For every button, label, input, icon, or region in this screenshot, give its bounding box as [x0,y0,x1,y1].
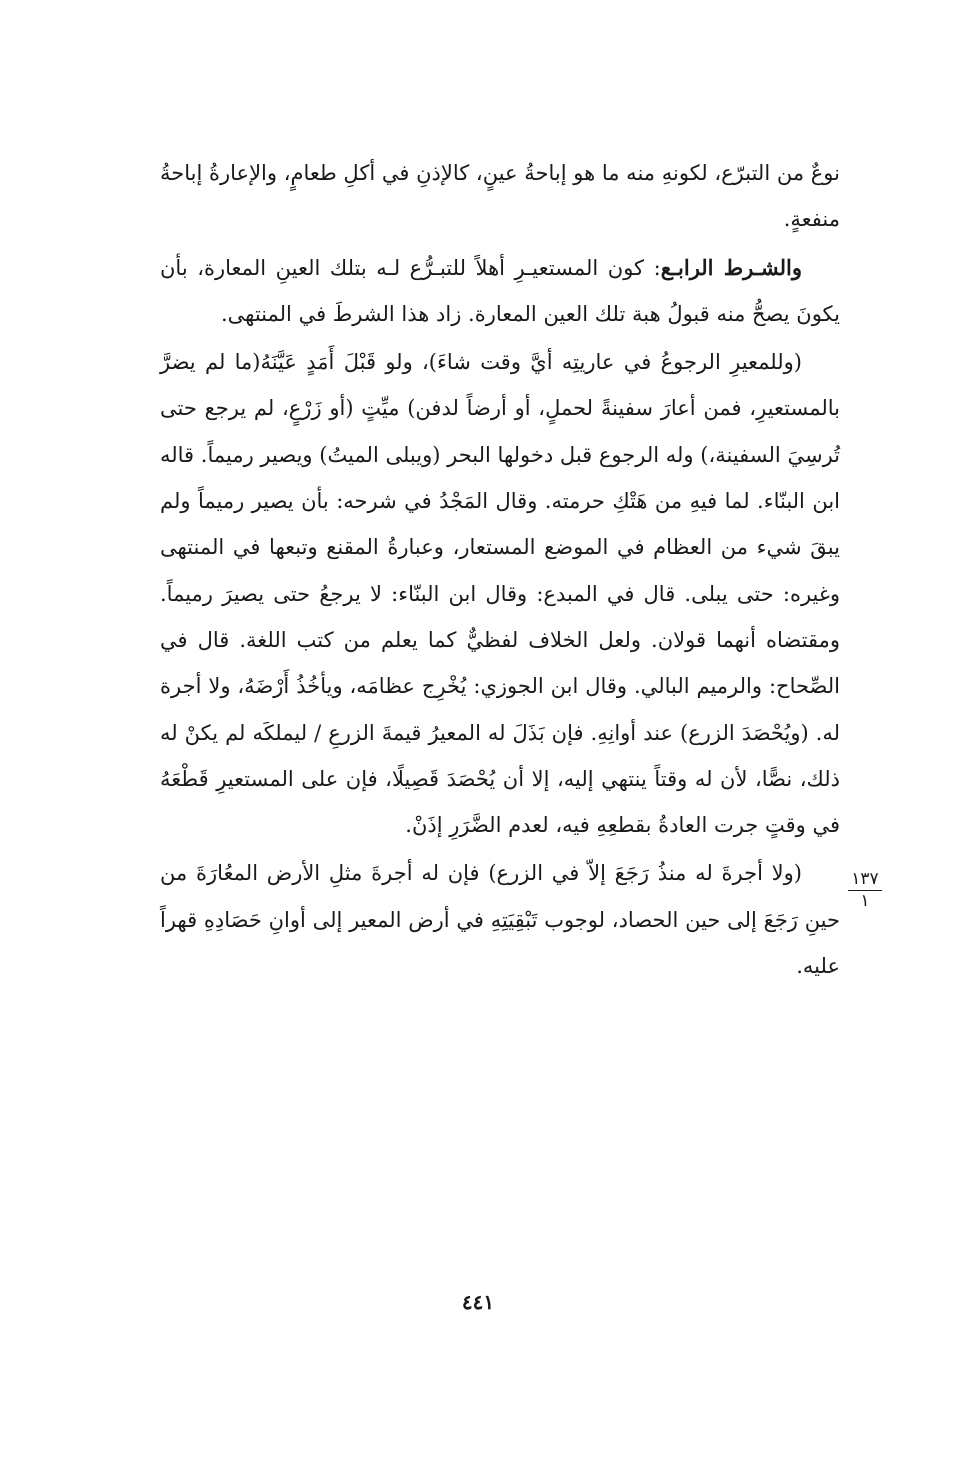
paragraph-2-text: : كون المستعيـرِ أهلاً للتبـرُّع لـه بتلك العينِ المعارة، بأن يكونَ يصحُّ منه قبولُ هبة تلك العين المعارة. زاد هذا الشرطَ في المنتهى. [160,255,840,326]
paragraph-4 [160,850,840,989]
manuscript-folio-marker [848,870,882,910]
condition-heading: والشـرط الرابـع [660,254,802,280]
paragraph-1 [160,150,840,243]
folio-side: ١ [860,891,870,911]
page-number: ٤٤١ [461,1290,495,1314]
paragraph-3 [160,339,840,848]
paragraph-2 [160,245,840,338]
folio-number: ١٣٧ [848,870,882,891]
paragraph-3-text: (وللمعيرِ الرجوعُ في عاريتِه أيَّ وقت شاءَ)، ولو قَبْلَ أَمَدٍ عَيَّنَهُ(ما لم يضرَّ بالمستعيرِ، فمن أعارَ سفينةً لحملٍ، أو أرضاً لدفن) ميِّتٍ (أو زَرْعٍ، لم يرجع حتى تُرسِيَ السفينة،) وله الرجوع قبل دخولها البحر (ويبلى الميتُ) ويصير رميماً. قاله ابن البنّاء. لما فيهِ من هَتْكِ حرمته. وقال المَجْدُ في شرحه: بأن يصير رميماً ولم يبقَ شيء من العظام في الموضع المستعار، وعبارةُ المقنع وتبعها في المنتهى وغيره: حتى يبلى. قال في المبدع: وقال ابن البنّاء: لا يرجعُ حتى يصيرَ رميماً. ومقتضاه أنهما قولان. ولعل الخلاف لفظيٌّ كما يعلم من كتب اللغة. قال في الصِّحاح: والرميم البالي. وقال ابن الجوزي: يُخْرِج عظامَه، ويأخُذُ أَرْضَهُ، ولا أجرة له. (ويُحْصَدَ الزرع) عند أوانِهِ. فإن بَذَلَ له المعيرُ قيمةَ الزرعِ / ليملكَه لم يكنْ له ذلك، نصًّا، لأن له وقتاً ينتهي إليه، إلا أن يُحْصَدَ قَصِيلًا، فإن على المستعيرِ قَطْعَهُ في وقتٍ جرت العادةُ بقطعِهِ فيه، لعدم الضَّرَرِ إذَنْ. [160,350,840,838]
paragraph-1-text: نوعٌ من التبرّع، لكونهِ منه ما هو إباحةُ عينٍ، كالإذنِ في أكلِ طعامٍ، والإعارةُ إباحةُ منفعةٍ. [160,161,840,232]
main-text [160,150,840,989]
paragraph-4-text: (ولا أجرةَ له منذُ رَجَعَ إلاّ في الزرع) فإن له أجرةَ مثلِ الأرض المعُارَةَ من حينِ رَجَعَ إلى حين الحصاد، لوجوب تَبْقِيَتِهِ في أرض المعير إلى أوانِ حَصَادِهِ قهراً عليه. [160,861,840,979]
